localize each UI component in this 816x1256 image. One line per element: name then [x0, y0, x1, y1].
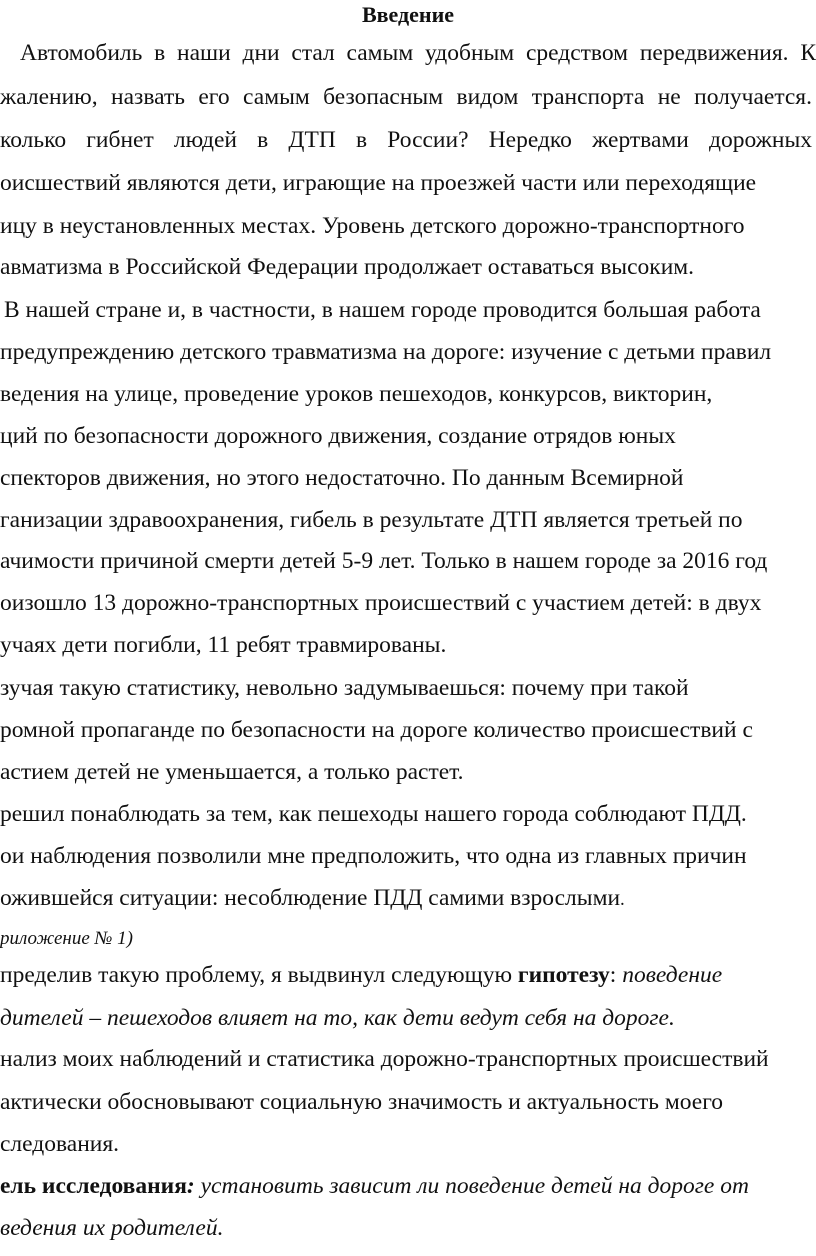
text-fragment: : — [186, 1173, 195, 1199]
text-line: астием детей не уменьшается, а только растет. — [0, 759, 464, 785]
hypothesis-label: гипотезу — [517, 962, 610, 988]
text-line: актически обосновывают социальную значимость и актуальность моего — [0, 1089, 724, 1115]
text-fragment: . — [620, 889, 625, 910]
text-line: авматизма в Российской Федерации продолжает оставаться высоким. — [0, 254, 695, 280]
goal-label: ель исследования — [0, 1173, 187, 1199]
text-line: учаях дети погибли, 11 ребят травмированы. — [0, 632, 447, 658]
text-line: ачимости причиной смерти детей 5-9 лет. Только в нашем городе за 2016 год — [0, 548, 768, 574]
hypothesis-line — [0, 964, 722, 988]
page-title: Введение — [361, 2, 455, 27]
text-fragment: ожившейся ситуации: несоблюдение ПДД самими взрослыми — [0, 885, 621, 911]
text-line: жалению, назвать его самым безопасным видом транспорта не получается. — [0, 84, 812, 110]
text-line: ицу в неустановленных местах. Уровень детского дорожно-транспортного — [0, 213, 745, 239]
goal-line — [0, 1175, 749, 1199]
appendix-reference: риложение № 1) — [0, 928, 133, 949]
text-line: зучая такую статистику, невольно задумываешься: почему при такой — [0, 675, 689, 701]
text-line: В нашей стране и, в частности, в нашем городе проводится большая работа — [4, 297, 761, 323]
text-line: предупреждению детского травматизма на дороге: изучение с детьми правил — [0, 339, 772, 365]
hypothesis-text: поведение — [622, 962, 723, 988]
text-line: оисшествий являются дети, играющие на проезжей части или переходящие — [0, 170, 757, 196]
text-line: ромной пропаганде по безопасности на дороге количество происшествий с — [0, 717, 753, 743]
text-line: ганизации здравоохранения, гибель в результате ДТП является третьей по — [0, 507, 743, 533]
goal-text: ведения их родителей. — [0, 1215, 224, 1241]
text-line: спекторов движения, но этого недостаточно. По данным Всемирной — [0, 465, 684, 491]
text-line: решил понаблюдать за тем, как пешеходы нашего города соблюдают ПДД. — [0, 801, 747, 827]
text-fragment: пределив такую проблему, я выдвинул следующую — [0, 962, 518, 988]
text-fragment: : — [609, 962, 623, 988]
text-line: нализ моих наблюдений и статистика дорожно-транспортных происшествий — [0, 1046, 769, 1072]
text-line: ведения на улице, проведение уроков пешеходов, конкурсов, викторин, — [0, 381, 713, 407]
text-line: следования. — [0, 1131, 120, 1157]
hypothesis-text: дителей – пешеходов влияет на то, как дети ведут себя на дороге. — [0, 1005, 675, 1031]
text-line: колько гибнет людей в ДТП в России? Нередко жертвами дорожных — [0, 127, 812, 153]
text-line: Автомобиль в наши дни стал самым удобным средством передвижения. К — [20, 40, 816, 66]
text-line: оизошло 13 дорожно-транспортных происшествий с участием детей: в двух — [0, 590, 762, 616]
text-line — [0, 887, 625, 911]
text-line: ций по безопасности дорожного движения, создание отрядов юных — [0, 423, 676, 449]
goal-text: установить зависит ли поведение детей на дороге от — [194, 1173, 749, 1199]
text-line: ои наблюдения позволили мне предположить, что одна из главных причин — [0, 843, 747, 869]
